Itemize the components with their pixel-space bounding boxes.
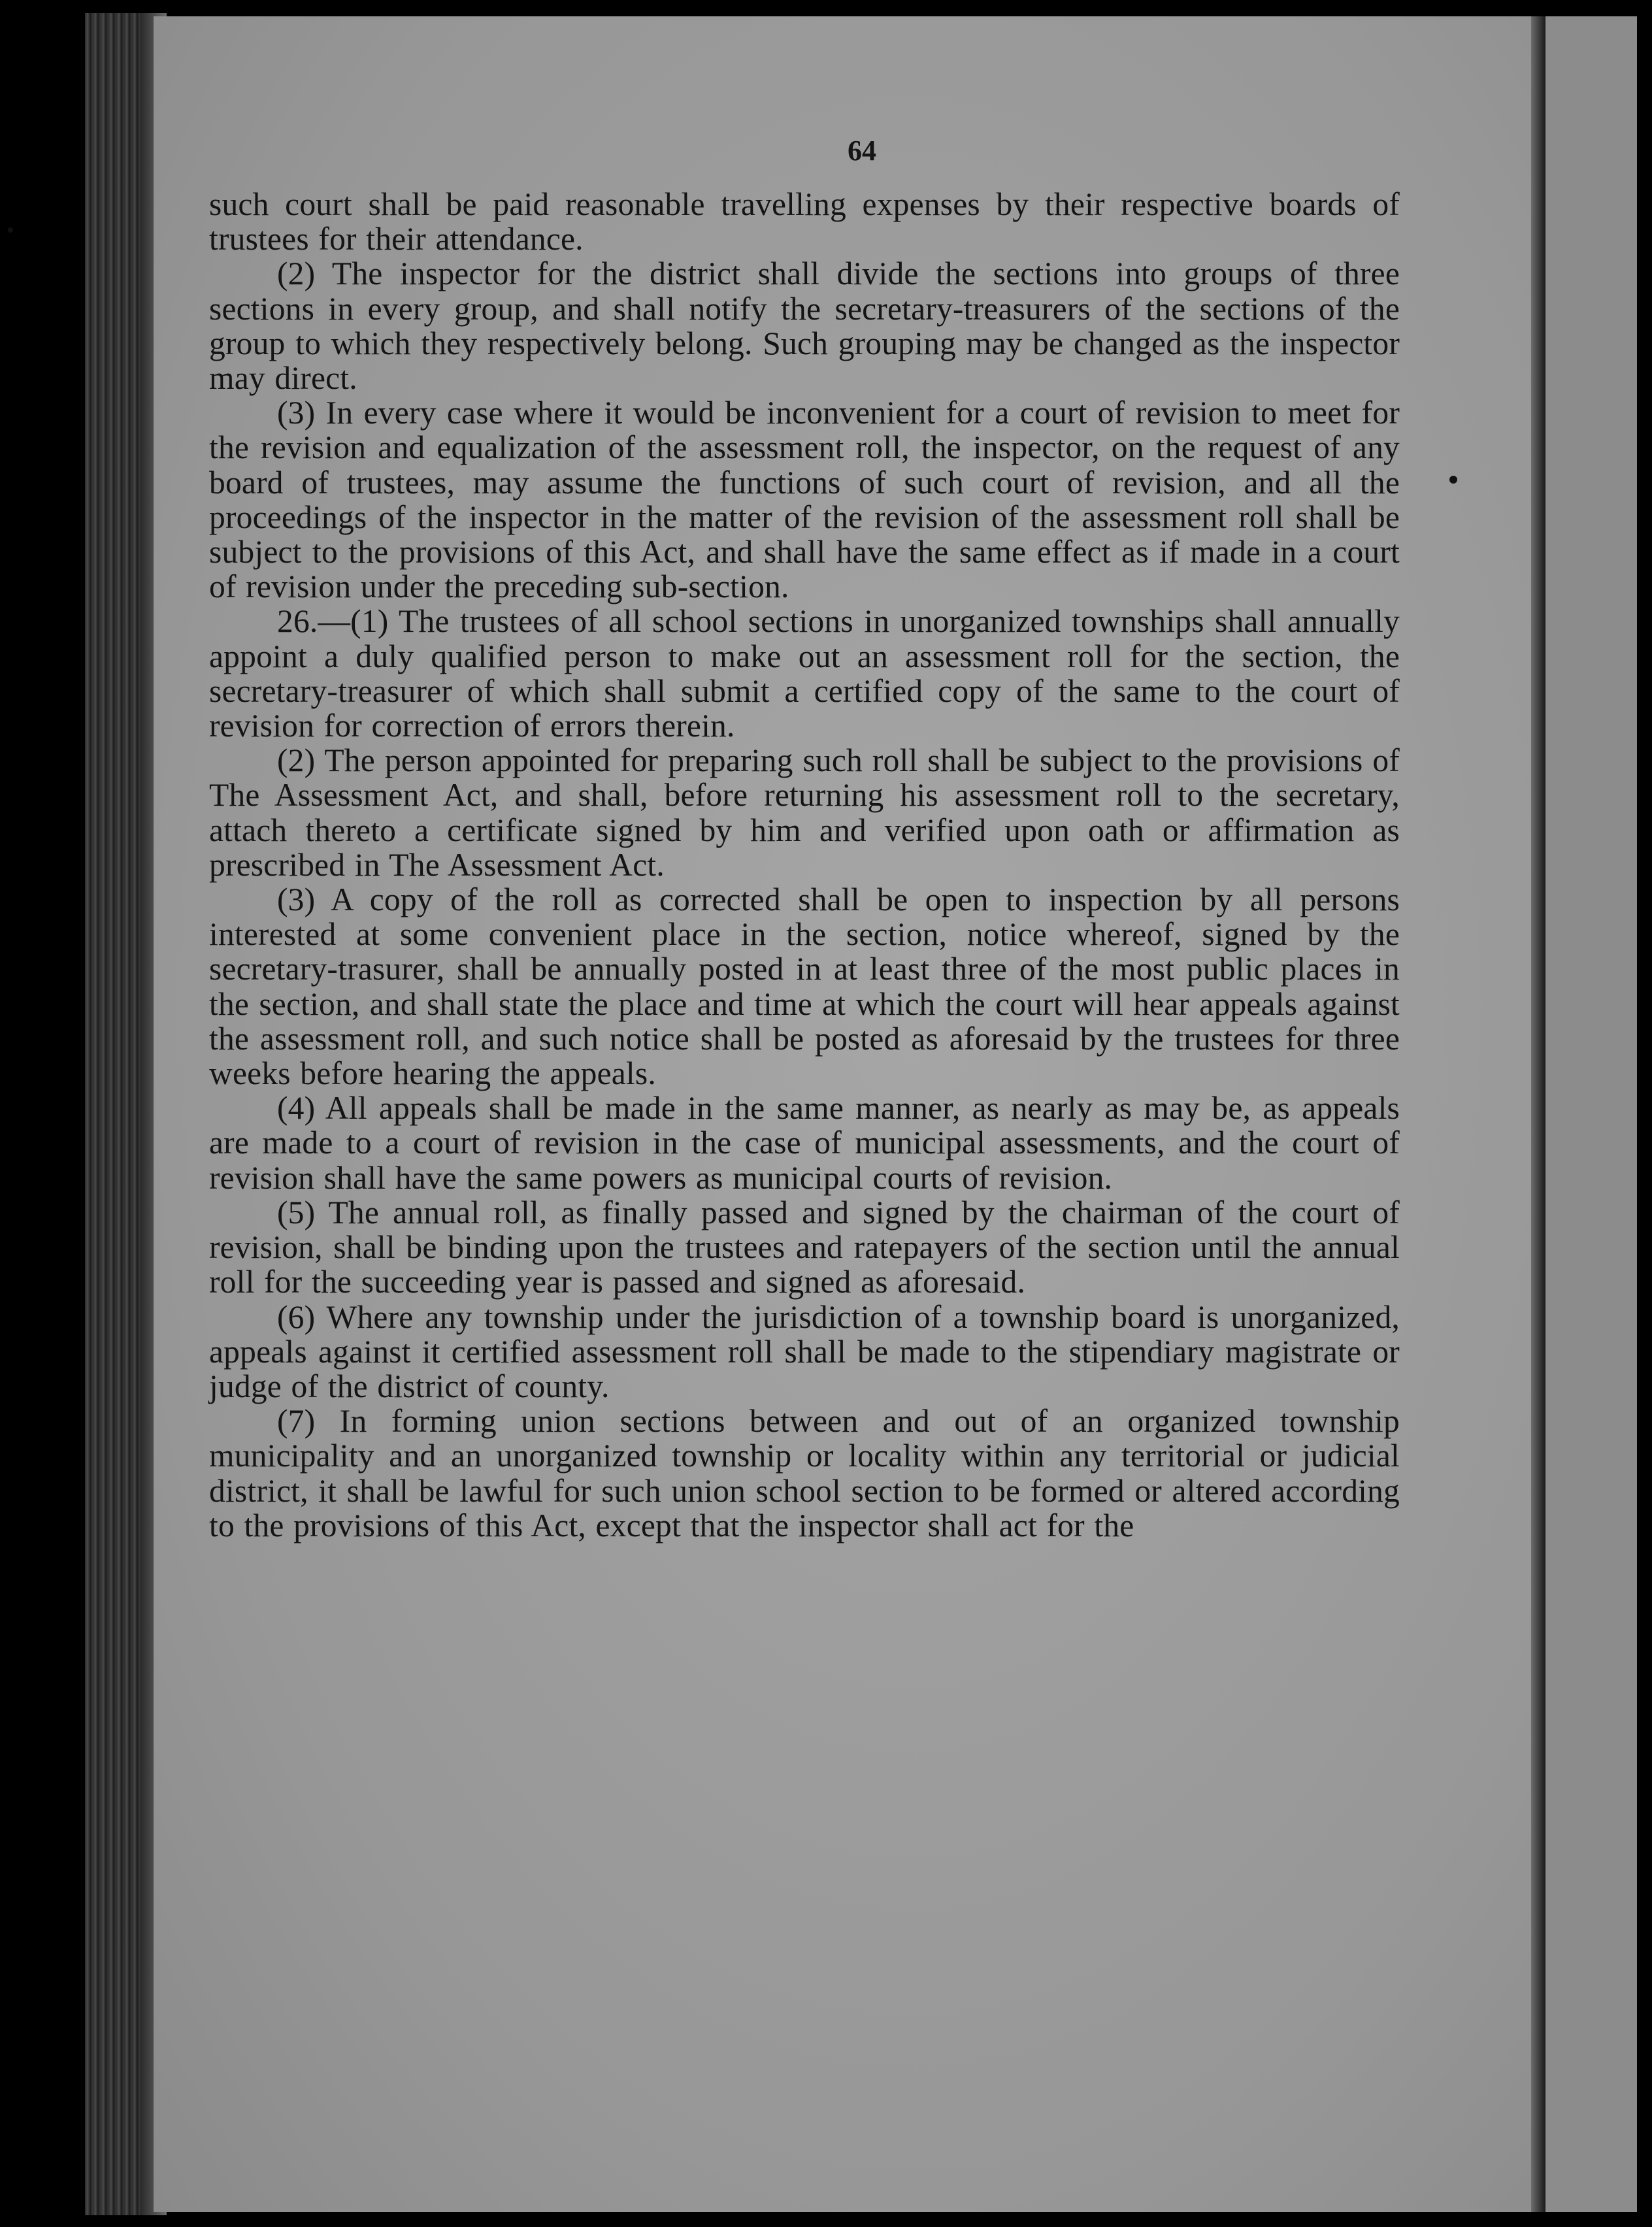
paragraph-section-26-7: (7) In forming union sections between and out of an organized township municipality and an unorganized township or locality within any territorial or judicial district, it shall be lawful for such union school section to be formed or altered according to the provisions of this Act, except that the inspector shall act for the [209, 1403, 1400, 1543]
body-text [209, 187, 1400, 1543]
scan-speck [8, 227, 13, 233]
scan-speck [1449, 476, 1457, 484]
book-binding [1531, 16, 1545, 2212]
page-number: 64 [848, 135, 876, 167]
paragraph-section-26-4: (4) All appeals shall be made in the same manner, as nearly as may be, as appeals are made to a court of revision in the case of municipal assessments, and the court of revision shall have the same powers as municipal courts of revision. [209, 1090, 1400, 1196]
paragraph-section-26-3: (3) A copy of the roll as corrected shall be open to inspection by all persons interested at some convenient place in the section, notice whereof, signed by the secretary-trasurer, shall be annually posted in at least three of the most public places in the section, and shall state the place and time at which the court will hear appeals against the assessment roll, and such notice shall be posted as aforesaid by the trustees for three weeks before hearing the appeals. [209, 882, 1400, 1092]
paragraph-subsection-2: (2) The inspector for the district shall divide the sections into groups of three sections in every group, and shall notify the secretary-treasurers of the sections of the group to which they respectively belong. Such grouping may be changed as the inspector may direct. [209, 256, 1400, 397]
paragraph-section-26-1: 26.—(1) The trustees of all school sections in unorganized townships shall annually appoint a duly qualified person to make out an assessment roll for the section, the secretary-treasurer of which shall submit a certified copy of the same to the court of revision for correction of errors therein. [209, 603, 1400, 744]
paragraph-subsection-3: (3) In every case where it would be inconvenient for a court of revision to meet for the revision and equalization of the assessment roll, the inspector, on the request of any board of trustees, may assume the functions of such court of revision, and all the proceedings of the inspector in the matter of the revision of the assessment roll shall be subject to the provisions of this Act, and shall have the same effect as if made in a court of revision under the preceding sub-section. [209, 395, 1400, 605]
paragraph-continuation: such court shall be paid reasonable travelling expenses by their respective boards of trustees for their attendance. [209, 186, 1400, 257]
paragraph-section-26-2: (2) The person appointed for preparing such roll shall be subject to the provisions of The Assessment Act, and shall, before returning his assessment roll to the secretary, attach thereto a certificate signed by him and verified upon oath or affirmation as prescribed in The Assessment Act. [209, 742, 1400, 883]
paragraph-section-26-6: (6) Where any township under the jurisdiction of a township board is unorganized, appeals against it certified assessment roll shall be made to the stipendiary magistrate or judge of the district of county. [209, 1298, 1400, 1404]
facing-page-edge [1545, 16, 1637, 2212]
paragraph-section-26-5: (5) The annual roll, as finally passed and signed by the chairman of the court of revision, shall be binding upon the trustees and ratepayers of the section until the annual roll for the succeeding year is passed and signed as aforesaid. [209, 1194, 1400, 1300]
